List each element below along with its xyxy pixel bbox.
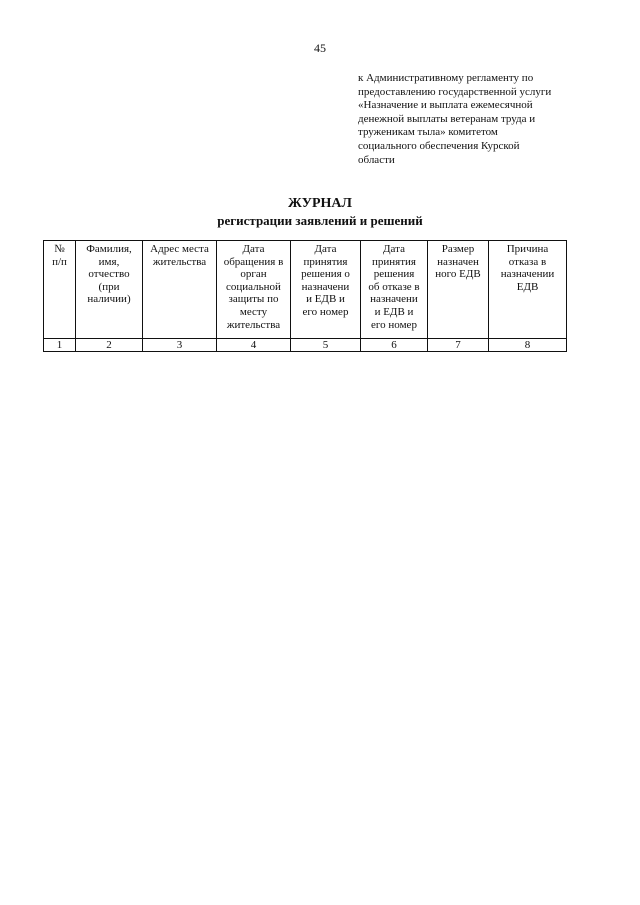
header-line: Адрес места xyxy=(150,243,209,255)
header-line: Дата xyxy=(314,243,337,255)
column-number-cell: 5 xyxy=(291,339,361,352)
header-line: обращения в xyxy=(223,255,284,268)
header-line: Размер xyxy=(441,243,475,255)
header-line: назначении xyxy=(500,268,555,281)
header-line: жительства xyxy=(226,318,281,331)
title-subtitle: регистрации заявлений и решений xyxy=(217,213,423,228)
header-line: и ЕДВ и xyxy=(374,305,414,318)
header-line: и ЕДВ и xyxy=(306,293,345,306)
header-line: принятия xyxy=(372,255,416,268)
column-number-cell: 2 xyxy=(76,339,143,352)
header-line: его номер xyxy=(302,305,349,318)
journal-table xyxy=(43,240,567,352)
header-line: решения о xyxy=(301,268,350,281)
header-line: защиты по xyxy=(228,293,279,306)
column-header-refusal-decision xyxy=(361,241,428,339)
header-line: (при xyxy=(98,280,120,293)
annex-line: к Административному регламенту по xyxy=(358,72,534,84)
header-line: социальной xyxy=(226,280,281,293)
page-number: 45 xyxy=(314,41,326,55)
column-header-approval-decision xyxy=(291,241,361,339)
header-line: имя, xyxy=(98,255,120,268)
column-number-cell: 7 xyxy=(428,339,489,352)
header-line: Дата xyxy=(242,243,265,255)
header-line: принятия xyxy=(303,255,348,268)
header-line: Дата xyxy=(383,243,405,255)
header-line: назначени xyxy=(301,280,350,293)
header-line: орган xyxy=(240,268,267,281)
header-line: решения xyxy=(373,268,415,281)
header-line: его номер xyxy=(371,318,417,331)
header-line: месту xyxy=(239,305,268,318)
column-header-application-date xyxy=(217,241,291,339)
column-header-payment-amount xyxy=(428,241,489,339)
title-main: ЖУРНАЛ xyxy=(288,196,352,211)
header-line: № xyxy=(54,243,65,255)
column-header-refusal-reason xyxy=(489,241,567,339)
column-number-cell: 8 xyxy=(489,339,567,352)
annex-line: социального обеспечения Курской xyxy=(358,139,520,152)
header-line: Причина xyxy=(506,243,549,255)
header-line: ЕДВ xyxy=(516,280,539,293)
column-number-cell: 1 xyxy=(44,339,76,352)
column-number-cell: 6 xyxy=(361,339,428,352)
header-line: отчество xyxy=(88,268,130,281)
annex-line: денежной выплаты ветеранам труда и xyxy=(358,112,536,125)
column-number-cell: 4 xyxy=(217,339,291,352)
annex-line: «Назначение и выплата ежемесячной xyxy=(358,99,533,112)
header-line: наличии) xyxy=(87,293,131,306)
column-header-address xyxy=(143,241,217,339)
annex-line: предоставлению государственной услуги xyxy=(358,85,552,98)
header-line: Фамилия, xyxy=(86,243,132,255)
header-line: назначен xyxy=(437,255,479,268)
column-header-number xyxy=(44,241,76,339)
annex-line: области xyxy=(358,153,395,166)
table-header-row xyxy=(44,241,567,339)
header-line: п/п xyxy=(52,255,67,268)
header-line: ного ЕДВ xyxy=(435,268,481,281)
header-line: отказа в xyxy=(508,255,547,268)
column-number-cell: 3 xyxy=(143,339,217,352)
header-line: назначени xyxy=(370,293,418,306)
header-line: жительства xyxy=(152,255,207,268)
annex-line: труженикам тыла» комитетом xyxy=(358,126,498,139)
column-number-row xyxy=(44,339,567,352)
annex-reference xyxy=(358,72,598,167)
header-line: об отказе в xyxy=(368,280,420,293)
column-header-full-name xyxy=(76,241,143,339)
journal-title xyxy=(0,195,640,229)
